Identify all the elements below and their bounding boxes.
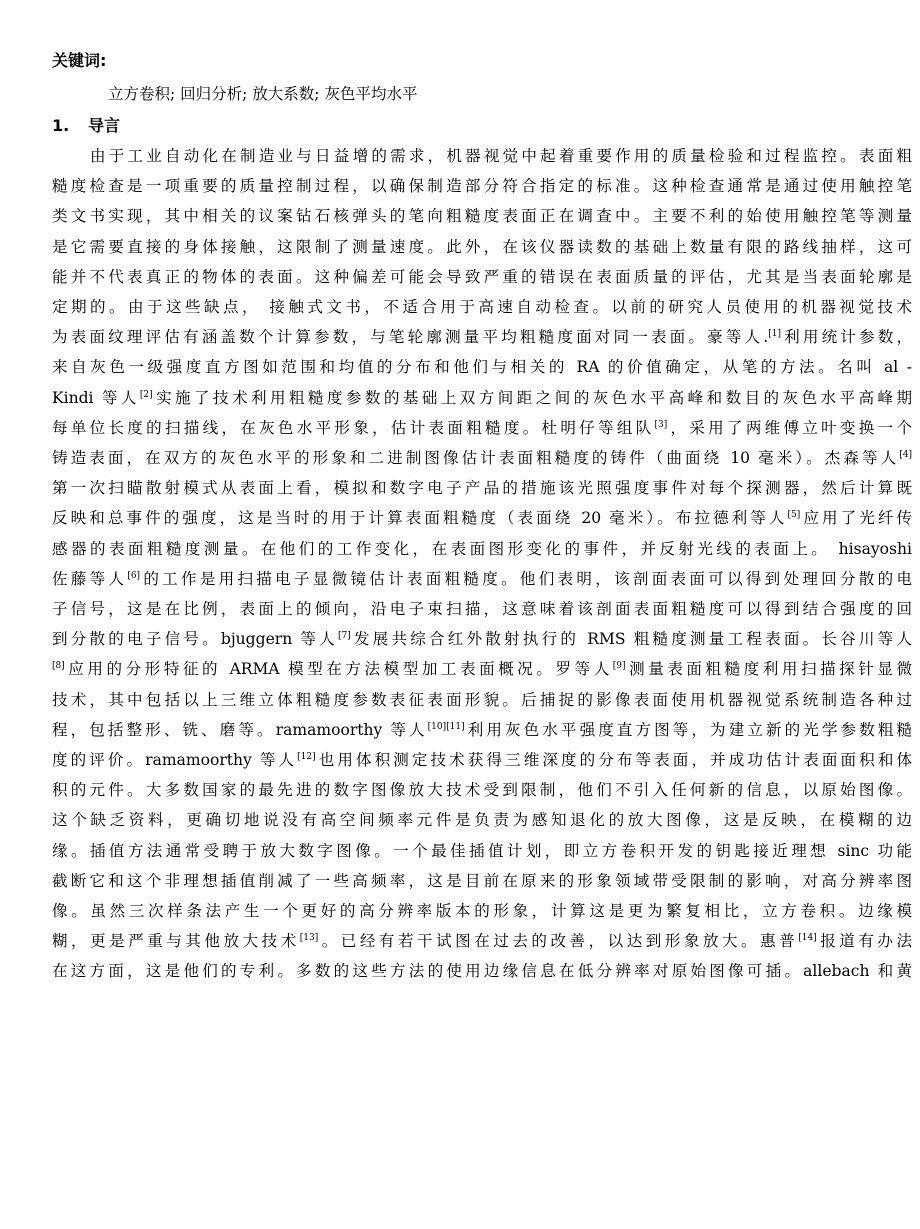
text-line xyxy=(52,745,912,775)
text-run: 感器的表面粗糙度测量。在他们的工作变化，在表面图形变化的事件，并反射光线的表面上。 hisayoshi xyxy=(52,539,912,558)
document-page xyxy=(52,50,912,987)
text-run: 应用了光纤传 xyxy=(800,509,913,528)
text-line xyxy=(52,805,912,835)
text-line xyxy=(52,473,912,503)
text-line xyxy=(52,564,912,594)
keywords-label: 关键词: xyxy=(52,51,107,70)
citation-ref: [6] xyxy=(127,570,141,581)
text-run: 报道有办法 xyxy=(816,932,913,951)
text-run: 第一次扫瞄散射模式从表面上看，模拟和数字电子产品的措施该光照强度事件对每个探测器，然后计算既 xyxy=(52,479,912,498)
section-heading xyxy=(52,114,912,138)
text-line xyxy=(52,171,912,201)
text-line xyxy=(52,503,912,533)
citation-ref: [7] xyxy=(337,631,351,642)
text-line xyxy=(52,685,912,715)
citation-ref: [9] xyxy=(612,661,626,672)
text-run: 缘。插值方法通常受聘于放大数字图像。一个最佳插值计划，即立方卷积开发的钥匙接近理想 sinc 功能 xyxy=(52,841,912,860)
text-line xyxy=(52,262,912,292)
text-run: 铸造表面，在双方的灰色水平的形象和二进制图像估计表面粗糙度的铸件（曲面绕 10 毫米）。杰森等人 xyxy=(52,449,900,468)
text-run: 像。虽然三次样条法产生一个更好的高分辨率版本的形象，计算这是更为繁复相比，立方卷积。边缘模 xyxy=(52,902,912,921)
text-run: Kindi 等人 xyxy=(52,388,140,407)
text-line xyxy=(52,624,912,654)
section-number: 1. xyxy=(52,116,70,135)
text-line xyxy=(52,443,912,473)
text-line xyxy=(52,896,912,926)
text-run: 截断它和这个非理想插值削减了一些高频率，这是目前在原来的形象领域带受限制的影响，对高分辨率图 xyxy=(52,871,912,890)
text-line xyxy=(52,956,912,986)
text-run: 应用的分形特征的 ARMA 模型在方法模型加工表面概况。罗等人 xyxy=(64,660,613,679)
text-line xyxy=(52,654,912,684)
keywords-list: 立方卷积; 回归分析; 放大系数; 灰色平均水平 xyxy=(108,85,418,103)
citation-ref: [14] xyxy=(798,933,817,944)
text-line xyxy=(52,866,912,896)
text-line xyxy=(52,322,912,352)
text-run: 能并不代表真正的物体的表面。这种偏差可能会导致严重的错误在表面质量的评估，尤其是当表面轮廓是 xyxy=(52,267,912,286)
citation-ref: [10][11] xyxy=(427,721,465,732)
text-run: 。已经有若干试图在过去的改善，以达到形象放大。惠普 xyxy=(318,932,799,951)
text-run: ，采用了两维傅立叶变换一个 xyxy=(667,418,913,437)
text-run: 来自灰色一级强度直方图如范围和均值的分布和他们与相关的 RA 的价值确定，从笔的方法。名叫 al - xyxy=(52,358,912,377)
text-run: 测量表面粗糙度利用扫描探针显微 xyxy=(625,660,913,679)
citation-ref: [2] xyxy=(139,389,153,400)
text-line xyxy=(52,141,912,171)
section-title: 导言 xyxy=(88,116,121,135)
text-run: 为表面纹理评估有涵盖数个计算参数，与笔轮廓测量平均粗糙度面对同一表面。豪等人. xyxy=(52,328,769,347)
text-line xyxy=(52,383,912,413)
text-run: 在这方面，这是他们的专利。多数的这些方法的使用边缘信息在低分辨率对原始图像可插。allebach 和黄 xyxy=(52,962,912,981)
text-run: 由于工业自动化在制造业与日益增的需求，机器视觉中起着重要作用的质量检验和过程监控。表面粗 xyxy=(90,147,912,165)
text-run: 利用统计参数， xyxy=(780,328,912,347)
text-line xyxy=(52,201,912,231)
citation-ref: [3] xyxy=(654,419,668,430)
text-line xyxy=(52,232,912,262)
text-line xyxy=(52,594,912,624)
text-run: 也用体积测定技术获得三维深度的分布等表面，并成功估计表面面积和体 xyxy=(315,751,912,770)
citation-ref: [1] xyxy=(768,329,781,340)
text-run: 发展共综合红外散射执行的 RMS 粗糙度测量工程表面。长谷川等人 xyxy=(350,630,912,649)
text-run: 度的评价。ramamoorthy 等人 xyxy=(52,751,298,770)
text-run: 类文书实现，其中相关的议案钻石核弹头的笔向粗糙度表面正在调查中。主要不利的始使用触控笔等测量 xyxy=(52,207,912,226)
text-line xyxy=(52,926,912,956)
citation-ref: [8] xyxy=(52,661,65,672)
text-run: 的工作是用扫描电子显微镜估计表面粗糙度。他们表明，该剖面表面可以得到处理回分散的电 xyxy=(140,569,912,588)
text-run: 每单位长度的扫描线，在灰色水平形象，估计表面粗糙度。杜明仔等组队 xyxy=(52,418,655,437)
citation-ref: [13] xyxy=(299,933,319,944)
text-run: 糊，更是严重与其他放大技术 xyxy=(52,932,300,951)
text-run: 子信号，这是在比例，表面上的倾向，沿电子束扫描，这意味着该剖面表面粗糙度可以得到结合强度的回 xyxy=(52,600,912,619)
text-line xyxy=(52,534,912,564)
text-line xyxy=(52,352,912,382)
body-paragraph xyxy=(52,141,912,987)
text-line xyxy=(52,836,912,866)
text-run: 到分散的电子信号。bjuggern 等人 xyxy=(52,630,338,649)
text-run: 程，包括整形、铣、磨等。ramamoorthy 等人 xyxy=(52,720,428,739)
text-line xyxy=(52,775,912,805)
text-line xyxy=(52,715,912,745)
text-line xyxy=(52,292,912,322)
text-run: 糙度检查是一项重要的质量控制过程，以确保制造部分符合指定的标准。这种检查通常是通过使用触控笔 xyxy=(52,177,912,196)
text-run: 积的元件。大多数国家的最先进的数字图像放大技术受到限制，他们不引入任何新的信息，以原始图像。 xyxy=(52,781,912,800)
text-run: 实施了技术利用粗糙度参数的基础上双方间距之间的灰色水平高峰和数目的灰色水平高峰期 xyxy=(152,388,912,407)
citation-ref: [12] xyxy=(297,752,316,763)
text-run: 这个缺乏资料，更确切地说没有高空间频率元件是负责为感知退化的放大图像，这是反映，在模糊的边 xyxy=(52,811,912,830)
text-run: 佐藤等人 xyxy=(52,569,128,588)
citation-ref: [4] xyxy=(899,450,912,461)
text-run: 反映和总事件的强度，这是当时的用于计算表面粗糙度（表面绕 20 毫米）。布拉德利等人 xyxy=(52,509,788,528)
text-run: 定期的。由于这些缺点， 接触式文书，不适合用于高速自动检查。以前的研究人员使用的机器视觉技术 xyxy=(52,298,912,317)
text-run: 技术，其中包括以上三维立体粗糙度参数表征表面形貌。后捕捉的影像表面使用机器视觉系统制造各种过 xyxy=(52,690,912,709)
citation-ref: [5] xyxy=(787,510,801,521)
text-run: 是它需要直接的身体接触，这限制了测量速度。此外，在该仪器读数的基础上数量有限的路线抽样，这可 xyxy=(52,237,912,256)
text-line xyxy=(52,413,912,443)
text-run: 利用灰色水平强度直方图等，为建立新的光学参数粗糙 xyxy=(464,720,913,739)
